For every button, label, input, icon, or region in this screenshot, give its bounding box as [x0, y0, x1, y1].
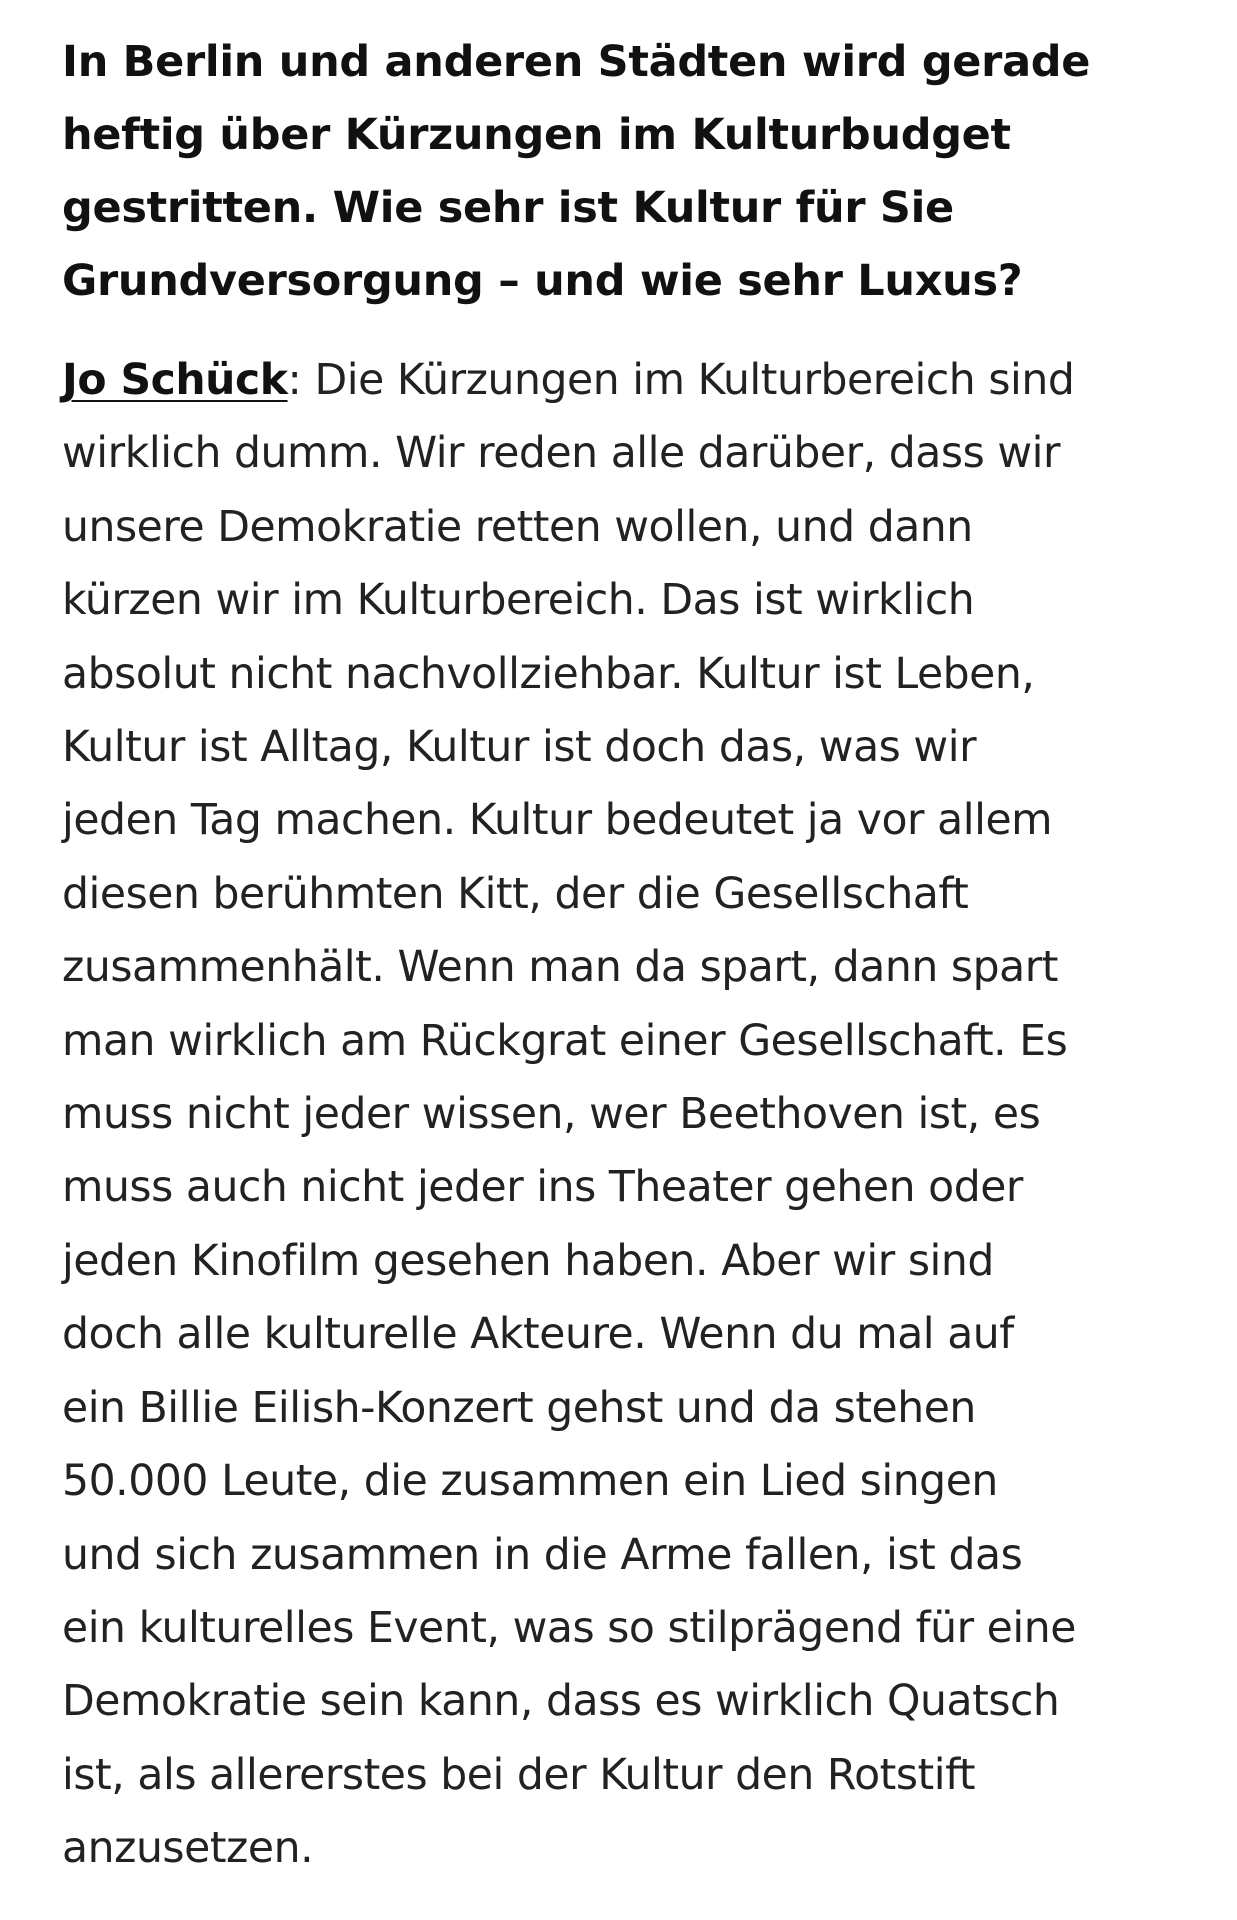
answer-line: zusammenhält. Wenn man da spart, dann spart	[62, 943, 1058, 993]
answer-line: man wirklich am Rückgrat einer Gesellschaft. Es	[62, 1016, 1068, 1066]
answer-line: 50.000 Leute, die zusammen ein Lied singen	[62, 1457, 998, 1507]
answer-line: muss auch nicht jeder ins Theater gehen oder	[62, 1163, 1023, 1213]
answer-line: diesen berühmten Kitt, der die Gesellschaft	[62, 869, 969, 919]
answer-line: Die Kürzungen im Kulturbereich sind	[301, 356, 1075, 405]
answer-line: Kultur ist Alltag, Kultur ist doch das, was wir	[62, 723, 977, 773]
answer-line: Demokratie sein kann, dass es wirklich Quatsch	[62, 1677, 1060, 1727]
answer-line: ist, als allererstes bei der Kultur den Rotstift	[62, 1750, 976, 1800]
interview-question	[62, 26, 1182, 318]
question-line: Grundversorgung – und wie sehr Luxus?	[62, 256, 1023, 306]
answer-line: jeden Tag machen. Kultur bedeutet ja vor allem	[62, 796, 1053, 846]
speaker-name-link[interactable]: Jo Schück	[62, 356, 288, 405]
speaker-separator: :	[287, 356, 302, 405]
answer-line: jeden Kinofilm gesehen haben. Aber wir sind	[62, 1236, 994, 1286]
answer-line: kürzen wir im Kulturbereich. Das ist wirklich	[62, 576, 975, 626]
answer-line: absolut nicht nachvollziehbar. Kultur ist Leben,	[62, 649, 1035, 699]
question-line: In Berlin und anderen Städten wird gerade	[62, 37, 1091, 87]
question-line: gestritten. Wie sehr ist Kultur für Sie	[62, 183, 954, 233]
answer-line: muss nicht jeder wissen, wer Beethoven ist, es	[62, 1090, 1041, 1140]
answer-first-line	[62, 344, 1182, 417]
answer-line: ein Billie Eilish-Konzert gehst und da stehen	[62, 1383, 976, 1433]
question-line: heftig über Kürzungen im Kulturbudget	[62, 110, 1011, 160]
answer-line: unsere Demokratie retten wollen, und dann	[62, 502, 973, 552]
article-body	[62, 26, 1182, 1886]
answer-line: ein kulturelles Event, was so stilprägend für eine	[62, 1603, 1076, 1653]
answer-line: und sich zusammen in die Arme fallen, ist das	[62, 1530, 1023, 1580]
answer-line: anzusetzen.	[62, 1824, 314, 1874]
interview-answer	[62, 344, 1182, 1886]
answer-line: doch alle kulturelle Akteure. Wenn du mal auf	[62, 1310, 1014, 1360]
answer-line: wirklich dumm. Wir reden alle darüber, dass wir	[62, 429, 1061, 479]
